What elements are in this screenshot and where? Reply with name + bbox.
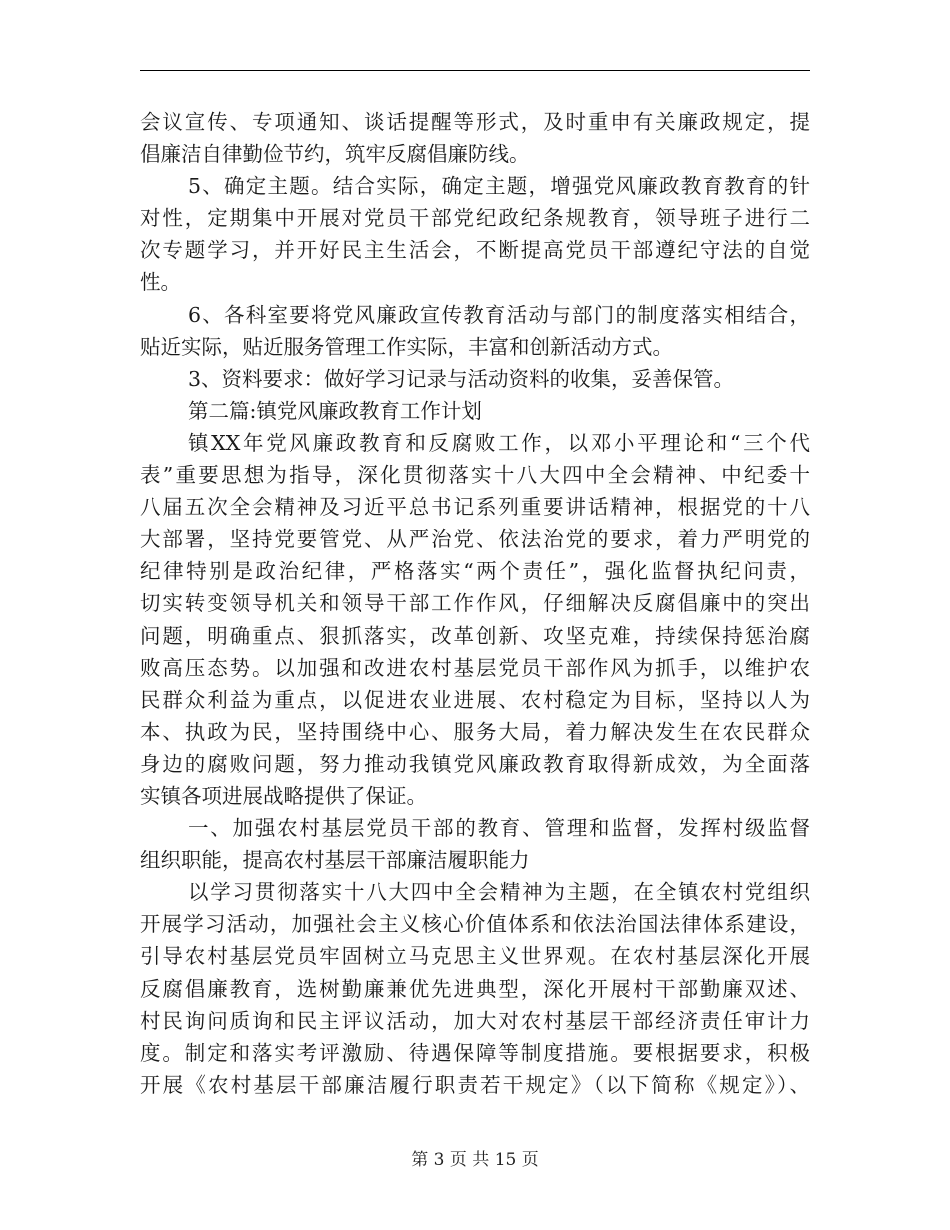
document-body <box>140 106 810 1101</box>
text-line: 败高压态势。以加强和改进农村基层党员干部作风为抓手，以维护农 <box>140 655 810 680</box>
text-line: 八届五次全会精神及习近平总书记系列重要讲话精神，根据党的十八 <box>140 495 810 520</box>
text-line: 大部署，坚持党要管党、从严治党、依法治党的要求，着力严明党的 <box>140 527 810 552</box>
text-line: 切实转变领导机关和领导干部工作作风，仔细解决反腐倡廉中的突出 <box>140 591 810 616</box>
text-line: 贴近实际，贴近服务管理工作实际，丰富和创新活动方式。 <box>140 334 673 359</box>
text-line: 民群众利益为重点，以促进农业进展、农村稳定为目标，坚持以人为 <box>140 687 810 712</box>
text-line: 性。 <box>140 270 181 295</box>
text-line: 一、加强农村基层党员干部的教育、管理和监督，发挥村级监督 <box>188 816 810 841</box>
text-line: 实镇各项进展战略提供了保证。 <box>140 783 427 808</box>
text-line: 5、确定主题。结合实际，确定主题，增强党风廉政教育教育的针 <box>188 174 810 199</box>
text-line: 会议宣传、专项通知、谈话提醒等形式，及时重申有关廉政规定，提 <box>140 110 810 134</box>
text-line: 倡廉洁自律勤俭节约，筑牢反腐倡廉防线。 <box>140 142 530 167</box>
text-line: 组织职能，提高农村基层干部廉洁履职能力 <box>140 848 530 873</box>
text-line: 3、资料要求：做好学习记录与活动资料的收集，妥善保管。 <box>188 366 735 391</box>
page-footer: 第 3 页 共 15 页 <box>411 1150 539 1170</box>
text-line: 对性，定期集中开展对党员干部党纪政纪条规教育，领导班子进行二 <box>140 206 810 231</box>
text-line: 次专题学习，并开好民主生活会，不断提高党员干部遵纪守法的自觉 <box>140 238 810 263</box>
text-line: 反腐倡廉教育，选树勤廉兼优先进典型，深化开展村干部勤廉双述、 <box>140 976 810 1001</box>
text-line: 6、各科室要将党风廉政宣传教育活动与部门的制度落实相结合， <box>188 302 810 327</box>
text-line: 身边的腐败问题，努力推动我镇党风廉政教育取得新成效，为全面落 <box>140 751 810 776</box>
text-line: 开展《农村基层干部廉洁履行职责若干规定》（以下简称《规定》）、 <box>140 1072 810 1097</box>
text-line: 引导农村基层党员牢固树立马克思主义世界观。在农村基层深化开展 <box>140 944 810 969</box>
text-line: 开展学习活动，加强社会主义核心价值体系和依法治国法律体系建设， <box>140 912 810 937</box>
text-line: 村民询问质询和民主评议活动，加大对农村基层干部经济责任审计力 <box>140 1008 810 1033</box>
text-line: 镇XX年党风廉政教育和反腐败工作，以邓小平理论和“三个代 <box>188 430 810 455</box>
text-line: 度。制定和落实考评激励、待遇保障等制度措施。要根据要求，积极 <box>140 1040 810 1065</box>
text-line: 以学习贯彻落实十八大四中全会精神为主题，在全镇农村党组织 <box>188 880 810 905</box>
header-rule <box>140 70 810 71</box>
text-line: 第二篇:镇党风廉政教育工作计划 <box>188 398 482 423</box>
text-line: 本、执政为民，坚持围绕中心、服务大局，着力解决发生在农民群众 <box>140 719 810 744</box>
text-line: 问题，明确重点、狠抓落实，改革创新、攻坚克难，持续保持惩治腐 <box>140 623 810 648</box>
text-line: 纪律特别是政治纪律，严格落实“两个责任”，强化监督执纪问责， <box>140 559 810 584</box>
text-line: 表”重要思想为指导，深化贯彻落实十八大四中全会精神、中纪委十 <box>140 463 810 488</box>
